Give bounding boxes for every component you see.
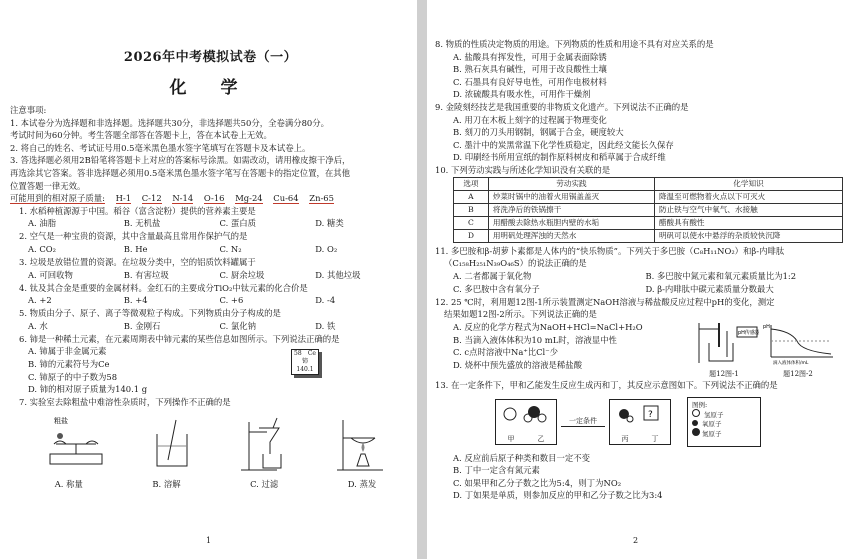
option: B. 多巴胺中氮元素和氧元素质量比为1:2 (645, 270, 797, 281)
option: A. 反应的化学方程式为NaOH+HCl=NaCl+H₂O (453, 321, 643, 332)
question-stem: 11. 多巴胺和β-胡萝卜素都是人体内的“快乐物质”。下列关于多巴胺（C₈H₁₁NO₂）和β-内啡肽 (435, 245, 785, 256)
note-line: 位置答题一律无效。 (10, 180, 86, 191)
option: D. -4 (315, 295, 336, 306)
question-stem: 7. 实验室去除粗盐中难溶性杂质时，下列操作不正确的是 (19, 396, 231, 407)
question-stem-cont: （C₁₅₈H₂₅₁N₃₉O₄₆S）的说法正确的是 (444, 258, 587, 269)
table-cell: A (454, 190, 489, 203)
legend-box (687, 397, 761, 447)
salt-label: 粗盐 (53, 417, 68, 426)
option: D. 丁如果是单质，则参加反应的甲和乙分子数之比为3:4 (453, 490, 663, 501)
notes-heading: 注意事项: (10, 105, 47, 115)
reaction-arrow (557, 416, 609, 427)
oxygen-icon (692, 420, 698, 426)
sensor-label: pH传感器 (738, 329, 759, 336)
option: C. 厨余垃圾 (219, 269, 265, 280)
option: C. +6 (219, 295, 244, 306)
option: D. β-内啡肽中碳元素质量分数最大 (645, 283, 774, 294)
page-2 (427, 0, 844, 559)
label-yi: 乙 (537, 434, 545, 443)
option: B. 当滴入液体体积为10 mL时，溶液显中性 (453, 334, 617, 345)
option: A. 二者都属于氧化物 (453, 270, 532, 281)
option: A. 水 (28, 320, 48, 331)
table-cell: C (454, 216, 489, 229)
question-stem: 3. 垃圾是放错位置的资源。在垃圾分类中，空的铝质饮料罐属于 (19, 256, 256, 267)
option: A. 可回收物 (28, 269, 73, 280)
table-cell: D (454, 229, 489, 242)
question-options (10, 243, 411, 256)
filter-figure (237, 414, 297, 476)
option: D. 铁 (315, 320, 336, 331)
element-card-cerium (291, 349, 319, 375)
labor-table (453, 177, 843, 243)
option: D. O₂ (315, 243, 338, 254)
table-header: 选项 (454, 177, 489, 190)
option: D. 蒸发 (347, 479, 377, 490)
question-stem: 9. 金陵刻经技艺是我国重要的非物质文化遗产。下列说法不正确的是 (435, 101, 689, 112)
mass-item: O-16 (203, 193, 225, 204)
question-stem: 5. 物质由分子、原子、离子等微观粒子构成。下列物质由分子构成的是 (19, 308, 281, 319)
subject-title: 化 学 (169, 78, 252, 98)
question-options (435, 283, 838, 296)
arrow-condition: 一定条件 (569, 417, 597, 425)
option: B. 熟石灰具有碱性，可用于改良酸性土壤 (453, 64, 607, 75)
table-cell: 防止铁与空气中氧气、水接触 (654, 203, 842, 216)
question-options (10, 294, 411, 307)
legend-label: 氧原子 (702, 419, 722, 428)
reactant-labels (496, 434, 556, 444)
option: C. 如果甲和乙分子数之比为5:4，则丁为NO₂ (453, 477, 622, 488)
hydrogen-icon (692, 409, 700, 417)
question-stem: 12. 25 ℃时，利用题12图-1所示装置测定NaOH溶液与稀盐酸反应过程中pH的变化，测定 (435, 296, 775, 307)
option: C. N₂ (219, 243, 242, 254)
option: B. 溶解 (152, 479, 181, 490)
note-line: 3. 答选择题必须用2B铅笔将答题卡上对应的答案标号涂黑。如需改动，请用橡皮擦干净后， (10, 155, 351, 166)
table-cell: 醋酸具有酸性 (654, 216, 842, 229)
option: D. 浓硫酸具有吸水性，可用作干燥剂 (453, 89, 591, 100)
question-options (435, 270, 838, 283)
mass-item: C-12 (141, 193, 162, 204)
question-stem: 4. 钛及其合金是重要的金属材料。金红石的主要成分TiO₂中钛元素的化合价是 (19, 282, 308, 293)
option: A. CO₂ (28, 243, 57, 254)
figure-12 (688, 321, 838, 379)
question-options (10, 269, 411, 282)
option: D. 印刷经书所用宣纸的制作原料树皮和稻草属于合成纤维 (453, 152, 666, 163)
note-line: 再选涂其它答案。答非选择题必须用0.5毫米黑色墨水签字笔写在答题卡的指定位置，在其他 (10, 167, 350, 178)
option: B. 有害垃圾 (123, 269, 169, 280)
legend-title: 图例: (692, 400, 708, 409)
nitrogen-icon (692, 428, 700, 436)
table-row (454, 216, 843, 229)
option: C. 蛋白质 (219, 218, 257, 229)
option: B. 无机盐 (123, 218, 161, 229)
table-cell: 炒菜时锅中的油着火用锅盖盖灭 (488, 190, 654, 203)
table-row (454, 229, 843, 242)
table-header: 劳动实践 (488, 177, 654, 190)
option: A. 反应前后原子种类和数目一定不变 (453, 452, 590, 463)
mass-item: Cu-64 (273, 193, 299, 204)
legend-item (692, 419, 756, 428)
x-axis-label: 滴入液体体积/mL (773, 360, 809, 365)
reactants-box (495, 399, 557, 445)
table-header: 化学知识 (654, 177, 842, 190)
option: C. c点时溶液中Na⁺比Cl⁻少 (453, 347, 558, 358)
option: B. He (123, 243, 148, 254)
figure-13 (435, 392, 838, 452)
table-row (454, 190, 843, 203)
option: A. 油脂 (28, 218, 57, 229)
question-options (10, 320, 411, 333)
option: D. 糖类 (315, 218, 344, 229)
table-cell: 将洗净后的铁锅擦干 (488, 203, 654, 216)
question-stem: 13. 在一定条件下，甲和乙能发生反应生成丙和丁，其反应示意图如下。下列说法不正确的是 (435, 379, 778, 390)
page-number: 1 (205, 536, 212, 545)
page-number: 2 (632, 536, 639, 545)
table-cell: B (454, 203, 489, 216)
question-stem-cont: 结果如题12图-2所示。下列说法正确的是 (444, 309, 597, 320)
option: D. 其他垃圾 (315, 269, 361, 280)
option: A. 铈属于非金属元素 (28, 346, 107, 357)
option: A. 盐酸具有挥发性，可用于金属表面除锈 (453, 51, 607, 62)
table-cell: 用醋酸去除热水瓶胆内壁的水垢 (488, 216, 654, 229)
option: C. 氯化钠 (219, 320, 257, 331)
products-box (609, 399, 671, 445)
table-row (454, 203, 843, 216)
legend-item (692, 428, 756, 438)
option: A. 称量 (54, 479, 83, 490)
note-line: 考试时间为60分钟。考生答题全部答在答题卡上，答在本试卷上无效。 (10, 130, 272, 141)
lab-figure-captions (10, 478, 411, 490)
option: C. 多巴胺中含有氧分子 (453, 283, 540, 294)
element-card-wrap (291, 345, 411, 395)
table-cell: 用明矾处理浑浊的天然水 (488, 229, 654, 242)
label-ding: 丁 (651, 434, 659, 443)
product-molecules (610, 400, 670, 430)
unknown-mark: ? (648, 409, 653, 420)
figure-12-1 (688, 321, 760, 379)
element-name: 铈 (301, 358, 308, 366)
legend-label: 氢原子 (704, 410, 724, 419)
legend-label: 氮原子 (702, 429, 722, 438)
question-12-body (435, 321, 838, 379)
label-bing: 丙 (621, 434, 629, 443)
table-cell: 降温至可燃物着火点以下可灭火 (654, 190, 842, 203)
element-symbol: Ce (307, 350, 316, 358)
option: D. 铈的相对原子质量为140.1 g (28, 384, 148, 395)
lab-figures (10, 414, 411, 476)
question-stem: 8. 物质的性质决定物质的用途。下列物质的性质和用途不具有对应关系的是 (435, 39, 714, 49)
table-cell: 明矾可以使水中悬浮的杂质较快沉降 (654, 229, 842, 242)
question-stem: 1. 水稻种植源源于中国。稻谷（富含淀粉）提供的营养素主要是 (19, 205, 256, 216)
question-stem: 10. 下列劳动实践与所述化学知识没有关联的是 (435, 164, 611, 175)
option: B. 刻刀的刀头用钢制，钢属于合金，硬度较大 (453, 127, 624, 138)
reactant-molecules (496, 400, 556, 430)
exam-title: 2026年中考模拟试卷（一） (123, 50, 298, 65)
option: A. +2 (28, 295, 52, 306)
ph-axis-label: pH (763, 323, 770, 330)
balance-figure (46, 414, 106, 476)
option: B. 铈的元素符号为Ce (28, 358, 110, 369)
page-gutter (417, 0, 427, 559)
ph-curve (761, 321, 835, 365)
question-stem: 2. 空气是一种宝贵的资源，其中含量最高且常用作保护气的是 (19, 231, 248, 242)
option: D. 烧杯中预先盛放的溶液是稀盐酸 (453, 359, 582, 370)
figure-caption: 题12图-2 (783, 369, 813, 378)
note-line: 1. 本试卷分为选择题和非选择题。选择题共30分，非选择题共50分，全卷满分80分。 (10, 117, 329, 128)
atomic-masses (10, 192, 411, 205)
page-1 (0, 0, 417, 559)
question-6-body (10, 345, 411, 395)
titration-apparatus (689, 321, 759, 365)
note-line: 2. 将自己的姓名、考试证号用0.5毫米黑色墨水签字笔填写在答题卡及本试卷上。 (10, 142, 311, 153)
figure-caption: 题12图-1 (709, 369, 739, 378)
element-number: 58 (294, 350, 302, 358)
option: B. 丁中一定含有氮元素 (453, 465, 540, 476)
mass-item: N-14 (172, 193, 194, 204)
question-options (10, 217, 411, 230)
evaporate-figure (333, 414, 393, 476)
product-labels (610, 434, 670, 444)
option: B. +4 (123, 295, 148, 306)
label-jia: 甲 (507, 434, 515, 443)
mass-item: H-1 (115, 193, 132, 204)
option: A. 用刀在木板上刻字的过程属于物理变化 (453, 114, 607, 125)
mass-label: 可能用到的相对原子质量: (10, 193, 105, 204)
question-stem: 6. 铈是一种稀土元素，在元素周期表中铈元素的某些信息如图所示。下列说法正确的是 (19, 333, 340, 344)
option: C. 墨汁中的炭黑常温下化学性质稳定，因此经文能长久保存 (453, 139, 674, 150)
mass-item: Mg-24 (235, 193, 263, 204)
element-mass: 140.1 (296, 366, 314, 374)
figure-12-2 (760, 321, 836, 379)
option: C. 过滤 (250, 479, 279, 490)
option: C. 铈原子的中子数为58 (28, 371, 118, 382)
mass-item: Zn-65 (309, 193, 334, 204)
option: B. 金刚石 (123, 320, 161, 331)
legend-item (692, 409, 756, 419)
beaker-figure (142, 414, 202, 476)
option: C. 石墨具有良好导电性，可用作电极材料 (453, 76, 607, 87)
